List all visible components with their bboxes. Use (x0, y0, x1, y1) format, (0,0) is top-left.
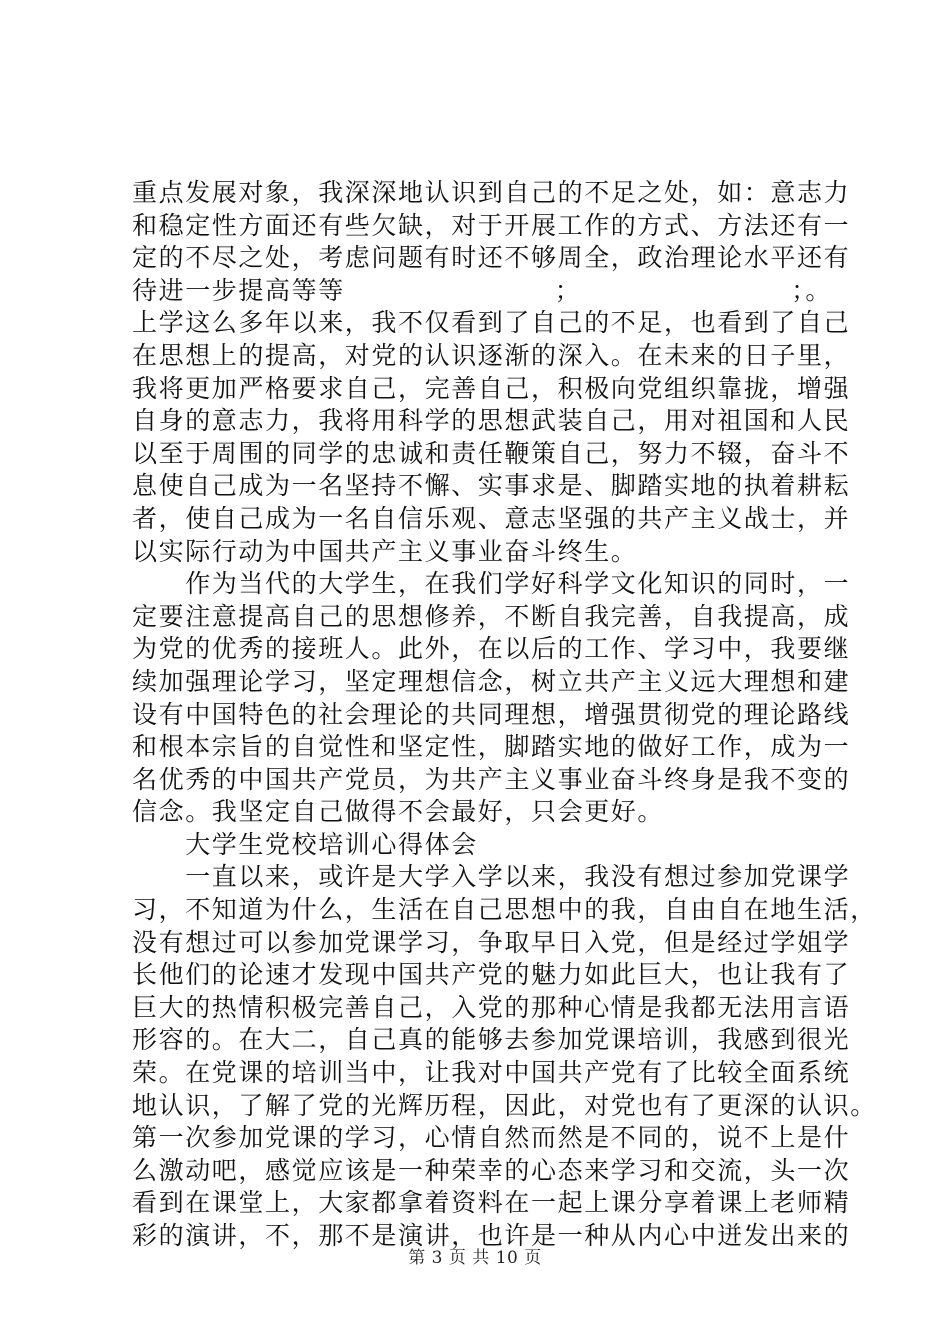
text-line: 者，使自己成为一名自信乐观、意志坚强的共产主义战士，并 (132, 503, 851, 533)
text-line: 和根本宗旨的自觉性和坚定性，脚踏实地的做好工作，成为一 (132, 732, 851, 762)
text-line: 我将更加严格要求自己，完善自己，积极向党组织靠拢，增强 (132, 373, 851, 403)
text-line: 么激动吧，感觉应该是一种荣幸的心态来学习和交流，头一次 (132, 1155, 851, 1185)
text-line: 自身的意志力，我将用科学的思想武装自己，用对祖国和人民 (132, 406, 851, 436)
text-line: 信念。我坚定自己做得不会最好，只会更好。 (132, 797, 665, 827)
text-line: 形容的。在大二，自己真的能够去参加党课培训，我感到很光 (132, 1025, 851, 1055)
text-line: 一直以来，或许是大学入学以来，我没有想过参加党课学 (132, 862, 851, 892)
text-line: 续加强理论学习，坚定理想信念，树立共产主义远大理想和建 (132, 666, 851, 696)
text-segment: 待进一步提高等等 (132, 275, 345, 305)
text-line: 巨大的热情积极完善自己，入党的那种心情是我都无法用言语 (132, 992, 851, 1022)
text-line: 名优秀的中国共产党员，为共产主义事业奋斗终身是我不变的 (132, 764, 851, 794)
text-line: 设有中国特色的社会理论的共同理想，增强贯彻党的理论路线 (132, 699, 851, 729)
text-line: 在思想上的提高，对党的认识逐渐的深入。在未来的日子里， (132, 340, 851, 370)
text-line: 和稳定性方面还有些欠缺，对于开展工作的方式、方法还有一 (132, 210, 851, 240)
text-line: 第一次参加党课的学习，心情自然而然是不同的，说不上是什 (132, 1123, 851, 1153)
text-segment: ；。 (791, 275, 832, 305)
text-line: 看到在课堂上，大家都拿着资料在一起上课分享着课上老师精 (132, 1188, 851, 1218)
text-line: 以至于周围的同学的忠诚和责任鞭策自己，努力不辍，奋斗不 (132, 438, 851, 468)
text-segment: ； (554, 275, 582, 305)
text-line: 没有想过可以参加党课学习，争取早日入党，但是经过学姐学 (132, 927, 851, 957)
text-line: 作为当代的大学生，在我们学好科学文化知识的同时，一 (132, 569, 851, 599)
text-line: 重点发展对象，我深深地认识到自己的不足之处，如：意志力 (132, 178, 851, 207)
text-line: 地认识，了解了党的光辉历程，因此，对党也有了更深的认识。 (132, 1090, 877, 1120)
text-line: 大学生党校培训心得体会 (132, 829, 478, 859)
text-line: 定的不尽之处，考虑问题有时还不够周全，政治理论水平还有 (132, 243, 851, 273)
text-line: 长他们的论速才发现中国共产党的魅力如此巨大，也让我有了 (132, 960, 851, 990)
text-line: 上学这么多年以来，我不仅看到了自己的不足，也看到了自己 (132, 308, 851, 338)
text-line: 定要注意提高自己的思想修养，不断自我完善，自我提高，成 (132, 601, 851, 631)
text-line: 以实际行动为中国共产主义事业奋斗终生。 (132, 536, 638, 566)
text-line: 为党的优秀的接班人。此外，在以后的工作、学习中，我要继 (132, 634, 851, 664)
text-line: 习，不知道为什么，生活在自己思想中的我，自由自在地生活， (132, 895, 877, 925)
page-footer: 第 3 页 共 10 页 (408, 1248, 542, 1268)
text-line: 荣。在党课的培训当中，让我对中国共产党有了比较全面系统 (132, 1058, 851, 1088)
text-line (132, 275, 832, 308)
text-line: 彩的演讲，不，那不是演讲，也许是一种从内心中迸发出来的 (132, 1221, 851, 1250)
text-line: 息使自己成为一名坚持不懈、实事求是、脚踏实地的执着耕耘 (132, 471, 851, 501)
document-body (132, 177, 877, 1253)
